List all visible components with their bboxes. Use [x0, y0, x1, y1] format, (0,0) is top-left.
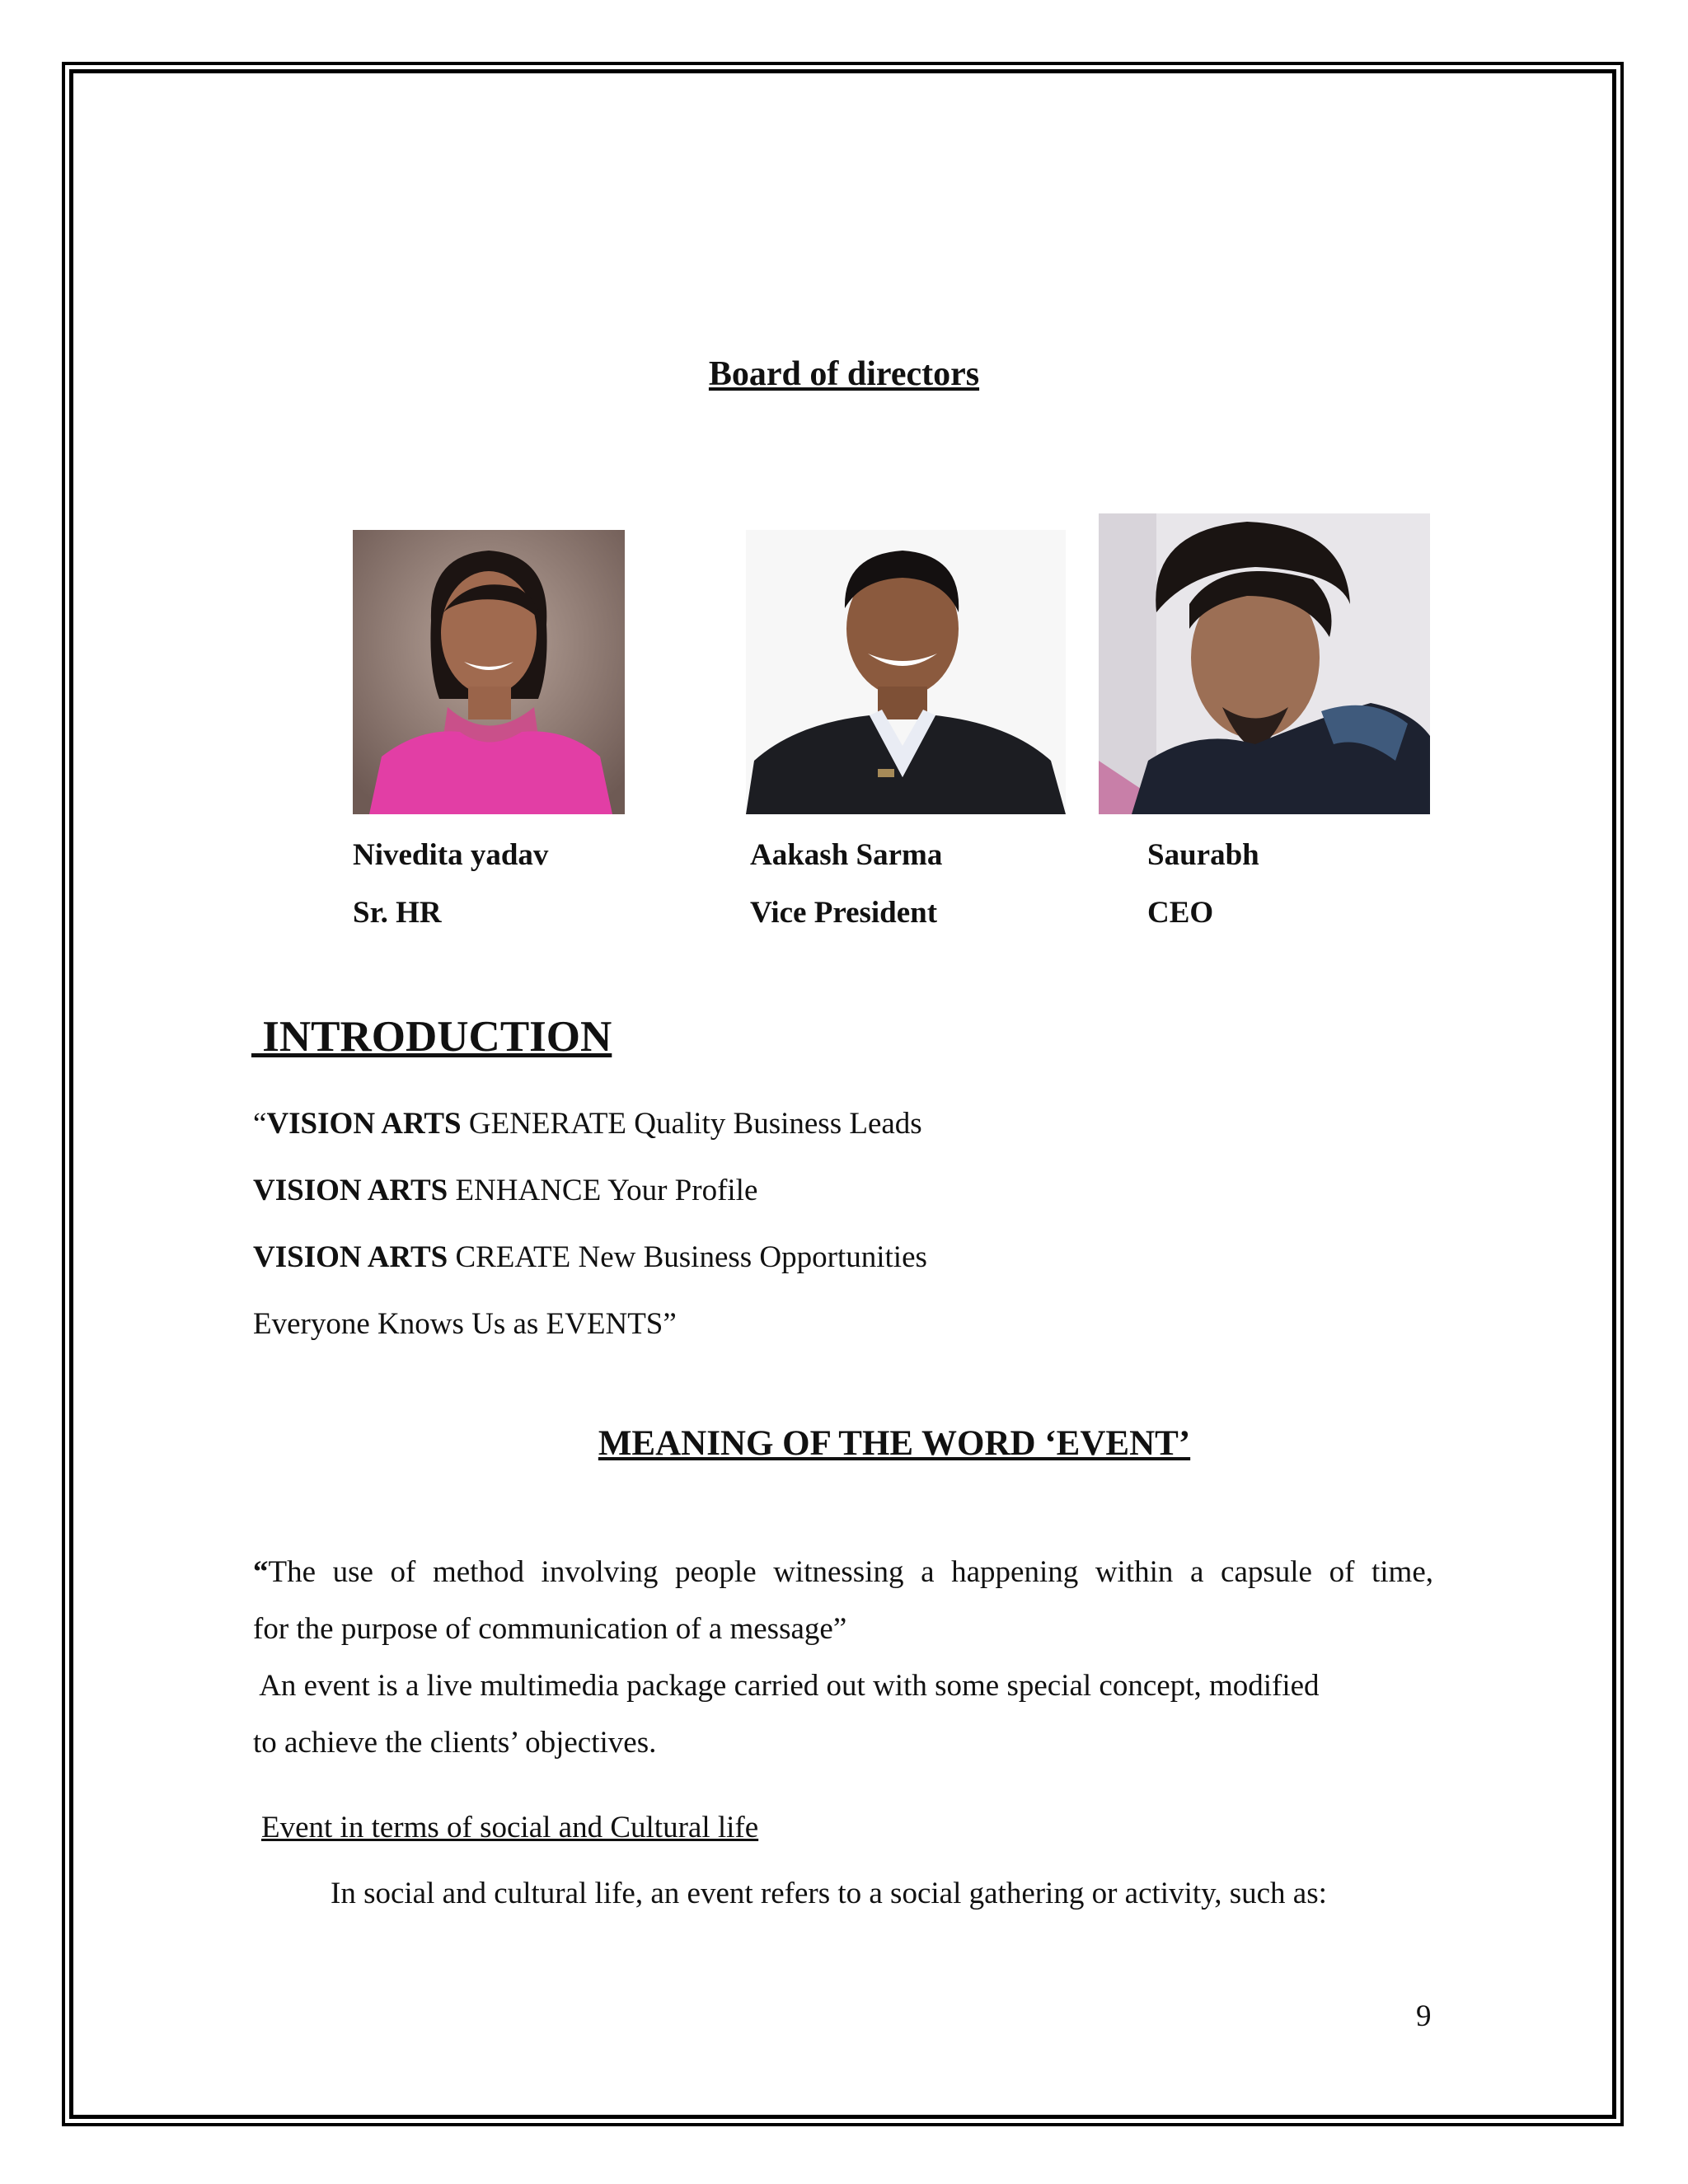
tagline-line: VISION ARTS CREATE New Business Opportunities — [253, 1240, 927, 1274]
tagline-line: “VISION ARTS GENERATE Quality Business Leads — [253, 1107, 922, 1141]
photo-saurabh — [1099, 513, 1430, 814]
meaning-heading: MEANING OF THE WORD ‘EVENT’ — [598, 1424, 1191, 1463]
social-cultural-heading: Event in terms of social and Cultural life — [261, 1811, 759, 1844]
photo-nivedita — [353, 530, 625, 814]
tagline-line: VISION ARTS ENHANCE Your Profile — [253, 1174, 758, 1207]
quote-line-1: “The use of method involving people witnessing a happening within a capsule of time, — [253, 1555, 1433, 1589]
member-role: CEO — [1147, 896, 1214, 930]
member-name: Nivedita yadav — [353, 838, 549, 872]
member-role: Vice President — [750, 896, 938, 930]
member-name: Saurabh — [1147, 838, 1259, 872]
definition-line-2: to achieve the clients’ objectives. — [253, 1726, 657, 1760]
board-heading: Board of directors — [708, 355, 980, 393]
page-number: 9 — [1416, 1999, 1432, 2033]
tagline-line: Everyone Knows Us as EVENTS” — [253, 1307, 677, 1341]
definition-line-1: An event is a live multimedia package carried out with some special concept, modified — [253, 1669, 1320, 1703]
social-cultural-text: In social and cultural life, an event refers to a social gathering or activity, such as: — [331, 1877, 1327, 1910]
introduction-heading: INTRODUCTION — [251, 1013, 612, 1061]
photo-aakash — [746, 530, 1066, 814]
quote-line-2: for the purpose of communication of a message” — [253, 1612, 847, 1646]
member-role: Sr. HR — [353, 896, 442, 930]
member-name: Aakash Sarma — [750, 838, 943, 872]
